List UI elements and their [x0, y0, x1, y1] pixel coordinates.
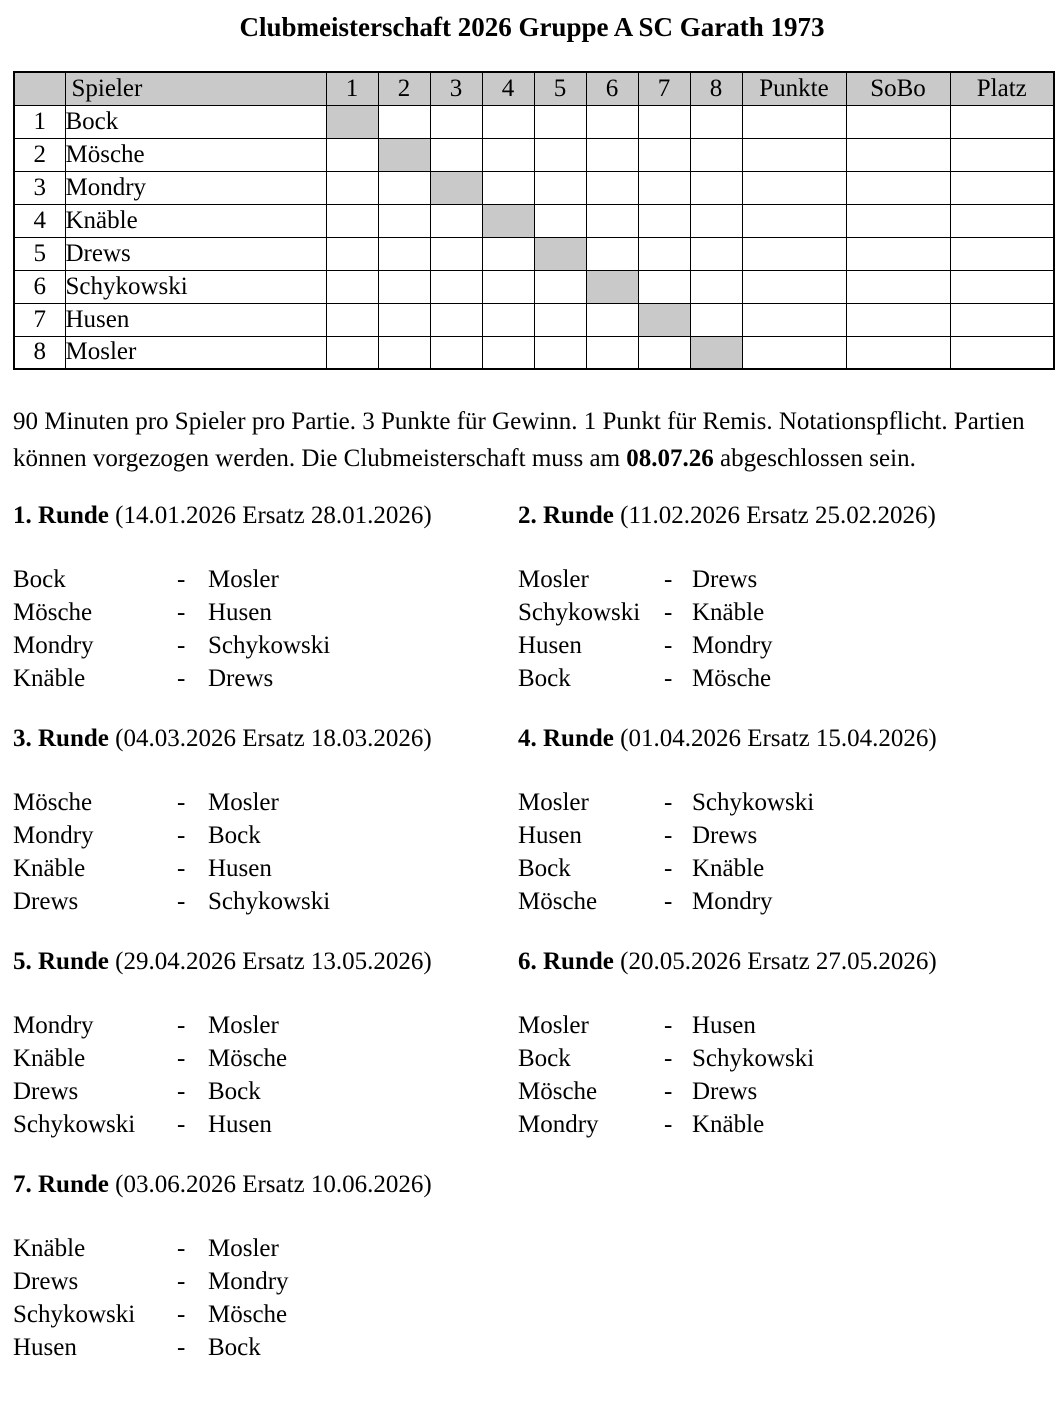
pairing-row: [13, 852, 518, 885]
game-cell: [482, 171, 534, 204]
round-title: 6. Runde: [518, 948, 614, 975]
pairing-black: Drews: [692, 1078, 758, 1105]
game-cell: [430, 270, 482, 303]
pairing-dash: -: [177, 599, 186, 626]
pairing-dash: -: [177, 1235, 186, 1262]
platz-cell: [950, 237, 1054, 270]
player-name: Mösche: [65, 138, 326, 171]
pairing-row: [518, 819, 1052, 852]
self-cell: [690, 336, 742, 369]
game-cell: [378, 171, 430, 204]
pairing-row: [518, 596, 1052, 629]
table-row: [14, 303, 1054, 336]
pairing-dash: -: [177, 1045, 186, 1072]
pairing-row: [13, 1331, 518, 1364]
pairing-black: Mosler: [208, 789, 279, 816]
header-corner: [14, 72, 65, 105]
round-dates: (11.02.2026 Ersatz 25.02.2026): [620, 502, 936, 529]
self-cell: [378, 138, 430, 171]
pairing-row: [13, 1265, 518, 1298]
game-cell: [378, 204, 430, 237]
round-dates: (29.04.2026 Ersatz 13.05.2026): [115, 948, 432, 975]
header-col-7: 7: [638, 72, 690, 105]
round-header: [13, 499, 518, 532]
pairing-white: Mondry: [13, 822, 94, 849]
player-number: 5: [14, 237, 65, 270]
player-name: Bock: [65, 105, 326, 138]
round-dates: (04.03.2026 Ersatz 18.03.2026): [115, 725, 432, 752]
round-title: 4. Runde: [518, 725, 614, 752]
pairing-black: Mösche: [208, 1045, 288, 1072]
pairing-row: [13, 1232, 518, 1265]
round-dates: (14.01.2026 Ersatz 28.01.2026): [115, 502, 432, 529]
pairing-black: Bock: [208, 822, 261, 849]
round-dates: (03.06.2026 Ersatz 10.06.2026): [115, 1171, 432, 1198]
pairing-white: Mosler: [518, 1012, 589, 1039]
round-dates: (20.05.2026 Ersatz 27.05.2026): [620, 948, 937, 975]
pairing-white: Mosler: [518, 789, 589, 816]
crosstable: [13, 71, 1055, 370]
pairing-dash: -: [177, 822, 186, 849]
pairing-row: [518, 885, 1052, 918]
pairing-white: Knäble: [13, 665, 86, 692]
pairing-black: Husen: [208, 855, 272, 882]
platz-cell: [950, 336, 1054, 369]
pairing-white: Knäble: [13, 1045, 86, 1072]
pairing-dash: -: [664, 855, 673, 882]
pairing-white: Mösche: [13, 789, 93, 816]
pairing-row: [13, 1108, 518, 1141]
points-cell: [742, 105, 846, 138]
player-number: 4: [14, 204, 65, 237]
pairing-dash: -: [177, 1078, 186, 1105]
game-cell: [690, 204, 742, 237]
deadline-date: 08.07.26: [626, 445, 714, 472]
pairing-dash: -: [664, 888, 673, 915]
platz-cell: [950, 303, 1054, 336]
game-cell: [534, 105, 586, 138]
game-cell: [638, 237, 690, 270]
game-cell: [430, 303, 482, 336]
platz-cell: [950, 105, 1054, 138]
game-cell: [430, 138, 482, 171]
rounds-section: [13, 499, 1064, 1391]
game-cell: [534, 171, 586, 204]
sobo-cell: [846, 105, 950, 138]
game-cell: [586, 105, 638, 138]
pairing-row: [518, 1108, 1052, 1141]
round-block-3: [13, 722, 518, 918]
pairing-black: Schykowski: [208, 632, 331, 659]
pairing-row: [518, 786, 1052, 819]
round-block-5: [13, 945, 518, 1141]
pairing-black: Knäble: [692, 855, 765, 882]
pairing-black: Drews: [692, 566, 758, 593]
game-cell: [690, 270, 742, 303]
pairing-white: Mondry: [518, 1111, 599, 1138]
pairing-black: Husen: [208, 599, 272, 626]
game-cell: [690, 171, 742, 204]
pairing-row: [13, 885, 518, 918]
game-cell: [586, 303, 638, 336]
header-platz: Platz: [950, 72, 1054, 105]
header-spieler: Spieler: [65, 72, 326, 105]
pairing-dash: -: [664, 1012, 673, 1039]
round-block-2: [518, 499, 1052, 695]
pairing-dash: -: [177, 1268, 186, 1295]
game-cell: [534, 270, 586, 303]
header-col-3: 3: [430, 72, 482, 105]
pairing-dash: -: [177, 855, 186, 882]
game-cell: [690, 138, 742, 171]
pairing-white: Mösche: [13, 599, 93, 626]
points-cell: [742, 237, 846, 270]
sobo-cell: [846, 270, 950, 303]
header-col-6: 6: [586, 72, 638, 105]
pairing-dash: -: [177, 1301, 186, 1328]
pairing-black: Mondry: [208, 1268, 289, 1295]
page-title: Clubmeisterschaft 2026 Gruppe A SC Garath 1973: [239, 12, 825, 42]
pairing-row: [518, 852, 1052, 885]
game-cell: [378, 105, 430, 138]
pairing-dash: -: [664, 1045, 673, 1072]
round-header: [13, 1168, 518, 1201]
pairing-row: [518, 662, 1052, 695]
sobo-cell: [846, 303, 950, 336]
pairing-row: [518, 563, 1052, 596]
player-number: 7: [14, 303, 65, 336]
pairing-black: Mösche: [692, 665, 772, 692]
table-row: [14, 270, 1054, 303]
game-cell: [378, 237, 430, 270]
table-row: [14, 204, 1054, 237]
round-title: 5. Runde: [13, 948, 109, 975]
game-cell: [638, 336, 690, 369]
pairing-black: Knäble: [692, 599, 765, 626]
round-header: [518, 722, 1052, 755]
round-header: [13, 722, 518, 755]
table-row: [14, 171, 1054, 204]
game-cell: [586, 171, 638, 204]
game-cell: [430, 105, 482, 138]
pairing-dash: -: [664, 599, 673, 626]
pairing-white: Drews: [13, 888, 79, 915]
pairing-white: Mösche: [518, 1078, 598, 1105]
pairing-white: Schykowski: [13, 1111, 136, 1138]
round-header: [518, 499, 1052, 532]
pairing-row: [13, 662, 518, 695]
pairing-dash: -: [664, 665, 673, 692]
sobo-cell: [846, 336, 950, 369]
game-cell: [638, 204, 690, 237]
game-cell: [638, 105, 690, 138]
game-cell: [638, 270, 690, 303]
sobo-cell: [846, 138, 950, 171]
pairing-row: [518, 629, 1052, 662]
rules-text-2: abgeschlossen sein.: [713, 445, 916, 472]
platz-cell: [950, 171, 1054, 204]
player-number: 8: [14, 336, 65, 369]
game-cell: [690, 105, 742, 138]
pairing-dash: -: [177, 632, 186, 659]
game-cell: [534, 138, 586, 171]
player-name: Drews: [65, 237, 326, 270]
pairing-white: Mondry: [13, 1012, 94, 1039]
rules-paragraph: [13, 403, 1051, 477]
game-cell: [690, 303, 742, 336]
pairing-black: Schykowski: [692, 1045, 815, 1072]
pairing-black: Mosler: [208, 566, 279, 593]
pairing-dash: -: [664, 1111, 673, 1138]
pairing-white: Bock: [13, 566, 66, 593]
game-cell: [482, 270, 534, 303]
game-cell: [482, 105, 534, 138]
pairing-black: Mösche: [208, 1301, 288, 1328]
header-col-1: 1: [326, 72, 378, 105]
pairing-white: Husen: [518, 822, 582, 849]
pairing-dash: -: [664, 566, 673, 593]
pairing-black: Knäble: [692, 1111, 765, 1138]
round-title: 2. Runde: [518, 502, 614, 529]
pairing-white: Knäble: [13, 855, 86, 882]
pairing-row: [13, 819, 518, 852]
player-name: Schykowski: [65, 270, 326, 303]
pairing-white: Bock: [518, 1045, 571, 1072]
player-name: Knäble: [65, 204, 326, 237]
round-block-7: [13, 1168, 518, 1364]
pairing-black: Schykowski: [208, 888, 331, 915]
pairing-row: [13, 1298, 518, 1331]
game-cell: [482, 138, 534, 171]
player-name: Husen: [65, 303, 326, 336]
pairing-white: Drews: [13, 1078, 79, 1105]
round-header: [13, 945, 518, 978]
pairing-white: Husen: [518, 632, 582, 659]
game-cell: [586, 138, 638, 171]
player-number: 3: [14, 171, 65, 204]
pairing-black: Bock: [208, 1078, 261, 1105]
player-number: 2: [14, 138, 65, 171]
table-row: [14, 237, 1054, 270]
table-row: [14, 105, 1054, 138]
header-punkte: Punkte: [742, 72, 846, 105]
pairing-black: Schykowski: [692, 789, 815, 816]
game-cell: [534, 204, 586, 237]
points-cell: [742, 204, 846, 237]
rules-text-1: 90 Minuten pro Spieler pro Partie. 3 Punkte für Gewinn. 1 Punkt für Remis. Notationspflicht. Partien können vorgezogen werden. Die Clubmeisterschaft muss am: [13, 408, 1025, 472]
platz-cell: [950, 138, 1054, 171]
pairing-row: [13, 563, 518, 596]
pairing-dash: -: [177, 789, 186, 816]
round-title: 3. Runde: [13, 725, 109, 752]
pairing-dash: -: [177, 665, 186, 692]
pairing-black: Mondry: [692, 632, 773, 659]
pairing-black: Husen: [208, 1111, 272, 1138]
round-block-1: [13, 499, 518, 695]
game-cell: [638, 138, 690, 171]
game-cell: [586, 204, 638, 237]
pairing-black: Husen: [692, 1012, 756, 1039]
game-cell: [482, 237, 534, 270]
game-cell: [638, 171, 690, 204]
game-cell: [326, 303, 378, 336]
game-cell: [326, 270, 378, 303]
points-cell: [742, 171, 846, 204]
round-title: 1. Runde: [13, 502, 109, 529]
pairing-dash: -: [177, 1012, 186, 1039]
game-cell: [690, 237, 742, 270]
player-name: Mondry: [65, 171, 326, 204]
pairing-black: Mondry: [692, 888, 773, 915]
self-cell: [638, 303, 690, 336]
pairing-white: Mosler: [518, 566, 589, 593]
pairing-white: Bock: [518, 665, 571, 692]
pairing-dash: -: [177, 888, 186, 915]
game-cell: [482, 303, 534, 336]
player-number: 1: [14, 105, 65, 138]
self-cell: [586, 270, 638, 303]
sobo-cell: [846, 171, 950, 204]
game-cell: [534, 336, 586, 369]
game-cell: [586, 336, 638, 369]
pairing-white: Knäble: [13, 1235, 86, 1262]
table-row: [14, 138, 1054, 171]
table-row: [14, 336, 1054, 369]
pairing-white: Bock: [518, 855, 571, 882]
header-col-5: 5: [534, 72, 586, 105]
crosstable-header-row: [14, 72, 1054, 105]
round-block-6: [518, 945, 1052, 1141]
header-col-2: 2: [378, 72, 430, 105]
game-cell: [378, 303, 430, 336]
pairing-row: [13, 786, 518, 819]
game-cell: [326, 336, 378, 369]
pairing-white: Mösche: [518, 888, 598, 915]
points-cell: [742, 303, 846, 336]
pairing-black: Bock: [208, 1334, 261, 1361]
game-cell: [430, 204, 482, 237]
game-cell: [482, 336, 534, 369]
pairing-row: [13, 1009, 518, 1042]
round-header: [518, 945, 1052, 978]
pairing-row: [518, 1009, 1052, 1042]
sobo-cell: [846, 237, 950, 270]
pairing-white: Husen: [13, 1334, 77, 1361]
pairing-row: [13, 629, 518, 662]
round-title: 7. Runde: [13, 1171, 109, 1198]
self-cell: [326, 105, 378, 138]
pairing-dash: -: [177, 1334, 186, 1361]
game-cell: [326, 138, 378, 171]
pairing-dash: -: [177, 1111, 186, 1138]
pairing-white: Schykowski: [13, 1301, 136, 1328]
pairing-dash: -: [664, 822, 673, 849]
pairing-dash: -: [664, 632, 673, 659]
game-cell: [430, 336, 482, 369]
pairing-black: Drews: [208, 665, 274, 692]
game-cell: [378, 336, 430, 369]
sobo-cell: [846, 204, 950, 237]
points-cell: [742, 336, 846, 369]
game-cell: [430, 237, 482, 270]
game-cell: [378, 270, 430, 303]
pairing-row: [13, 1042, 518, 1075]
pairing-dash: -: [177, 566, 186, 593]
pairing-dash: -: [664, 789, 673, 816]
pairing-white: Drews: [13, 1268, 79, 1295]
game-cell: [534, 303, 586, 336]
game-cell: [326, 204, 378, 237]
points-cell: [742, 270, 846, 303]
pairing-white: Schykowski: [518, 599, 641, 626]
pairing-dash: -: [664, 1078, 673, 1105]
platz-cell: [950, 204, 1054, 237]
pairing-row: [13, 596, 518, 629]
self-cell: [534, 237, 586, 270]
pairing-black: Drews: [692, 822, 758, 849]
self-cell: [482, 204, 534, 237]
game-cell: [326, 171, 378, 204]
round-dates: (01.04.2026 Ersatz 15.04.2026): [620, 725, 937, 752]
pairing-row: [518, 1042, 1052, 1075]
self-cell: [430, 171, 482, 204]
header-col-8: 8: [690, 72, 742, 105]
player-name: Mosler: [65, 336, 326, 369]
pairing-row: [518, 1075, 1052, 1108]
player-number: 6: [14, 270, 65, 303]
pairing-black: Mosler: [208, 1235, 279, 1262]
header-sobo: SoBo: [846, 72, 950, 105]
header-col-4: 4: [482, 72, 534, 105]
round-block-4: [518, 722, 1052, 918]
game-cell: [326, 237, 378, 270]
platz-cell: [950, 270, 1054, 303]
game-cell: [586, 237, 638, 270]
points-cell: [742, 138, 846, 171]
pairing-row: [13, 1075, 518, 1108]
pairing-black: Mosler: [208, 1012, 279, 1039]
pairing-white: Mondry: [13, 632, 94, 659]
